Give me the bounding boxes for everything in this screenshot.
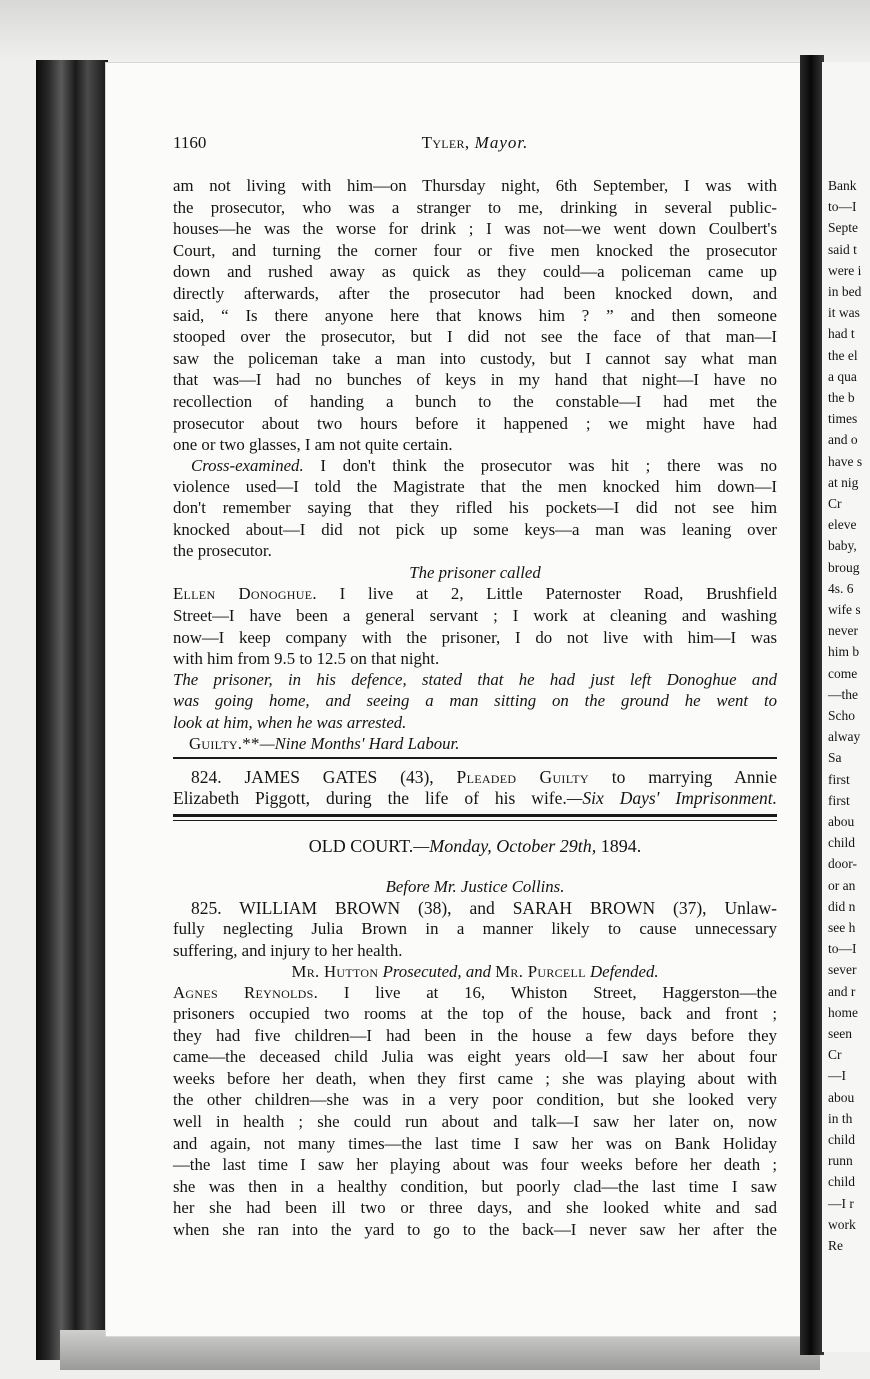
witness-reynolds-line <box>173 983 777 1003</box>
case-824-sentence: —Six Days' Imprisonment. <box>566 788 777 808</box>
text-line: recollection of handing a bunch to the constable—I had met the <box>173 392 777 411</box>
verdict-line <box>189 734 459 754</box>
defence-counsel: Mr. Purcell <box>495 962 586 981</box>
next-page-fragment: wife s <box>828 602 861 617</box>
text-line: and again, not many times—the last time I saw her was on Bank Holiday <box>173 1133 777 1153</box>
prisoner-called-heading: The prisoner called <box>409 563 541 582</box>
prosecution-counsel: Mr. Hutton <box>291 962 379 981</box>
next-page-fragment: the b <box>828 390 855 405</box>
text-line: —the last time I saw her playing about was four weeks before her death ; <box>173 1155 777 1175</box>
judge-heading: Before Mr. Justice Collins. <box>385 877 565 896</box>
defence-role: Defended. <box>590 962 659 981</box>
next-page-fragment: had t <box>828 326 855 342</box>
next-page-fragment: to—I <box>828 199 857 215</box>
section-rule <box>173 757 777 759</box>
court-heading <box>173 836 777 856</box>
next-page-fragment: Cr <box>828 1047 842 1063</box>
next-page-fragment: have s <box>828 453 863 469</box>
case-824-text: to marrying Annie <box>611 767 778 787</box>
court-date: —Monday, October 29th, <box>413 836 597 856</box>
prosecution-role: Prosecuted, and <box>382 962 491 981</box>
next-page-fragment: were i <box>828 262 862 278</box>
case-825-text: Unlaw- <box>724 898 777 918</box>
next-page-fragment: or an <box>828 877 856 893</box>
next-page-fragment: Septe <box>828 220 858 236</box>
case-824-age: (43), <box>400 767 434 787</box>
counsel-line <box>173 962 777 982</box>
text-line: stooped over the prosecutor, but I did not see the face of that man—I <box>173 327 777 347</box>
next-page-fragment: in bed <box>828 284 862 299</box>
court-year: 1894. <box>600 836 642 856</box>
next-page-fragment: the el <box>828 347 858 363</box>
text-line: look at him, when he was arrested. <box>173 712 407 732</box>
text-line: prisoners occupied two rooms at the top of the house, back and front ; <box>173 1004 777 1023</box>
text-line: houses—he was the worse for drink ; I was not—we went down Coulbert's <box>173 219 777 239</box>
text-line: down and rushed away as quick as they could—a policeman came up <box>173 262 777 282</box>
next-page-fragment: work <box>828 1216 856 1232</box>
text-line: they had five children—I had been in the house a few days before they <box>173 1025 777 1045</box>
text-line: with him from 9.5 to 12.5 on that night. <box>173 649 440 668</box>
case-824-text-2: Elizabeth Piggott, during the life of his wife. <box>173 788 567 808</box>
next-page-fragment: a qua <box>828 368 857 384</box>
cross-examination-line <box>173 456 777 476</box>
next-page-fragment: at nig <box>828 474 859 490</box>
next-page-edge <box>822 62 870 1352</box>
case-824-line-2 <box>173 788 777 808</box>
text-line: fully neglecting Julia Brown in a manner likely to cause unnecessary <box>173 919 777 938</box>
double-rule-top <box>173 814 777 817</box>
next-page-fragment: seen <box>828 1026 852 1041</box>
text-line: violence used—I told the Magistrate that the men knocked him down—I <box>173 477 777 496</box>
next-page-fragment: child <box>828 1174 855 1190</box>
next-page-fragment: come <box>828 665 858 681</box>
next-page-fragment: child <box>828 1132 855 1147</box>
next-page-fragment: Bank <box>828 178 857 193</box>
text-line: weeks before her death, when they first came ; she was playing about with <box>173 1068 777 1088</box>
text-line: directly afterwards, after the prosecutor had been knocked down, and <box>173 284 777 303</box>
next-page-fragment: said t <box>828 241 857 257</box>
text-line: when she ran into the yard to go to the back—I never saw her after the <box>173 1220 777 1239</box>
text-line: said, “ Is there anyone here that knows him ? ” and then someone <box>173 305 777 325</box>
next-page-fragment: eleve <box>828 517 857 533</box>
case-824-line-1 <box>173 767 777 787</box>
text-line: she was then in a healthy condition, but poorly clad—the last time I saw <box>173 1176 777 1196</box>
next-page-fragment: Scho <box>828 708 855 723</box>
case-825-names: WILLIAM BROWN (38), and SARAH BROWN (37), <box>239 898 707 918</box>
next-page-fragment: abou <box>828 814 855 829</box>
next-page-fragment: him b <box>828 644 860 660</box>
text-line: was going home, and seeing a man sitting on the ground he went to <box>173 691 777 711</box>
verdict-label: Guilty.** <box>189 734 260 753</box>
next-page-fragment: child <box>828 835 855 851</box>
book-gutter <box>800 55 824 1355</box>
next-page-fragment: times <box>828 411 858 427</box>
text-line: knocked about—I did not pick up some keys—a man was leaning over <box>173 519 777 539</box>
verdict-sentence: —Nine Months' Hard Labour. <box>259 734 460 753</box>
text-line: well in health ; she could run about and talk—I saw her later on, now <box>173 1112 777 1131</box>
next-page-fragment: did n <box>828 898 856 914</box>
witness-reynolds-name: Agnes Reynolds. <box>173 983 319 1002</box>
witness-donoghue-text: I live at 2, Little Paternoster Road, Brushfield <box>339 584 778 603</box>
next-page-fragment: and o <box>828 432 858 448</box>
text-line: suffering, and injury to her health. <box>173 940 403 960</box>
next-page-fragment: —I r <box>828 1195 854 1211</box>
running-title <box>173 133 777 153</box>
text-line: the other children—she was in a very poor condition, but she looked very <box>173 1090 777 1110</box>
next-page-fragment: broug <box>828 559 860 575</box>
case-824-name: JAMES GATES <box>244 767 378 787</box>
running-head <box>173 133 777 155</box>
text-line: one or two glasses, I am not quite certain. <box>173 435 453 455</box>
next-page-fragment: abou <box>828 1089 855 1105</box>
next-page-fragment: Sa <box>828 750 842 766</box>
cross-examination-text: I don't think the prosecutor was hit ; there was no <box>320 456 777 475</box>
text-line: the prosecutor. <box>173 541 272 561</box>
witness-donoghue-name: Ellen Donoghue. <box>173 584 317 603</box>
text-line: prosecutor about two hours before it happened ; we might have had <box>173 413 777 433</box>
next-page-fragment: never <box>828 623 858 639</box>
next-page-fragment: baby, <box>828 538 857 554</box>
case-824-number: 824. <box>191 767 222 787</box>
double-rule-bottom <box>173 820 777 821</box>
next-page-fragment: see h <box>828 920 856 935</box>
text-line: her she had been ill two or three days, and she looked white and sad <box>173 1198 777 1218</box>
witness-donoghue-line <box>173 584 777 604</box>
text-line: now—I keep company with the prisoner, I do not live with him—I was <box>173 627 777 647</box>
running-title-role: Mayor. <box>474 133 529 152</box>
next-page-fragment: first <box>828 792 850 808</box>
court-name: OLD COURT. <box>308 836 414 856</box>
text-line: Court, and turning the corner four or five men knocked the prosecutor <box>173 240 777 260</box>
case-825-number: 825. <box>191 898 222 918</box>
text-line: The prisoner, in his defence, stated that he had just left Donoghue and <box>173 670 777 689</box>
next-page-fragment: Re <box>828 1238 843 1253</box>
case-825-line-1 <box>173 898 777 918</box>
next-page-fragment: to—I <box>828 941 857 957</box>
text-line: saw the policeman take a man into custody, but I cannot say what man <box>173 348 777 368</box>
text-line: the prosecutor, who was a stranger to me, drinking in several public- <box>173 197 777 217</box>
page-number: 1160 <box>173 133 207 152</box>
witness-reynolds-text: I live at 16, Whiston Street, Haggerston—the <box>343 983 777 1002</box>
next-page-fragment: 4s. 6 <box>828 580 854 596</box>
next-page-fragment: first <box>828 771 850 787</box>
next-page-fragment: alway <box>828 729 861 745</box>
next-page-fragment: home <box>828 1004 858 1020</box>
case-824-plea: Pleaded Guilty <box>456 767 589 787</box>
next-page-fragment: it was <box>828 305 860 321</box>
next-page-fragment: —I <box>828 1068 846 1084</box>
text-line: don't remember saying that they rifled his pockets—I did not see him <box>173 498 777 518</box>
cross-examined-label: Cross-examined. <box>191 456 304 475</box>
text-line: that was—I had no bunches of keys in my hand that night—I have no <box>173 370 777 390</box>
next-page-fragment: Cr <box>828 496 842 511</box>
text-line: Street—I have been a general servant ; I work at cleaning and washing <box>173 606 777 625</box>
book-binding-left <box>36 60 108 1360</box>
next-page-fragment: sever <box>828 962 857 978</box>
scan-top-shadow <box>0 0 870 60</box>
text-line: am not living with him—on Thursday night, 6th September, I was with <box>173 176 777 195</box>
next-page-fragment: in th <box>828 1110 853 1126</box>
next-page-fragment: runn <box>828 1153 853 1169</box>
next-page-fragment: door- <box>828 856 857 872</box>
text-line: came—the deceased child Julia was eight years old—I saw her about four <box>173 1047 777 1067</box>
running-title-name: Tyler, <box>421 133 470 152</box>
next-page-fragment: —the <box>828 686 858 702</box>
next-page-fragment: and r <box>828 983 856 999</box>
